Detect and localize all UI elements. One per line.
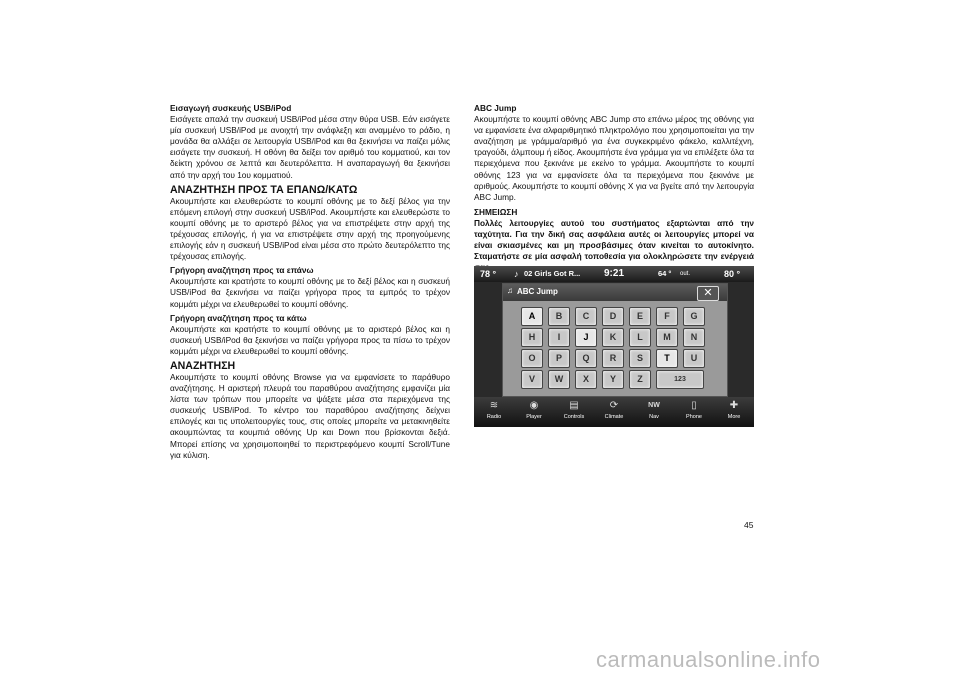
key-t[interactable]: T xyxy=(656,349,678,368)
key-x[interactable]: X xyxy=(575,370,597,389)
fast-up-title: Γρήγορη αναζήτηση προς τα επάνω xyxy=(170,265,314,276)
nav-bar xyxy=(474,397,754,427)
climate-icon: ⟳ xyxy=(609,400,619,411)
close-button[interactable]: ✕ xyxy=(697,286,719,301)
abc-jump-text: Ακουμπήστε το κουμπί οθόνης ABC Jump στο επάνω μέρος της οθόνης για να εμφανίσετε ένα αλφαριθμητικό πληκτρολόγιο που χρησιμοποιείται για την αναζήτηση με γράμμα/αριθμό για ένα συγκεκριμένο φάκελο, καλλιτέχνη, τραγούδι, άλμπουμ ή είδος. Ακουμπήστε ένα γράμμα για να επιλέξετε όλα τα περιεχόμενα που ξεκινάνε με εκείνο το γράμμα. Ακουμπήστε το κουμπί οθόνης 123 για να εμφανίσετε όλα τα περιεχόμενα που ξεκινάνε με αριθμούς. Ακουμπήστε το κουμπί οθόνης X για να βγείτε από την λειτουργία ABC Jump. xyxy=(474,114,754,202)
key-z[interactable]: Z xyxy=(629,370,651,389)
nav-player-label: Player xyxy=(526,414,542,420)
nav-phone-button[interactable] xyxy=(676,399,712,425)
key-123[interactable]: 123 xyxy=(656,370,704,389)
key-a[interactable]: A xyxy=(521,307,543,326)
seek-section-title: ΑΝΑΖΗΤΗΣΗ ΠΡΟΣ ΤΑ ΕΠΑΝΩ/ΚΑΤΩ xyxy=(170,183,358,196)
controls-icon: ▤ xyxy=(569,400,579,411)
key-p[interactable]: P xyxy=(548,349,570,368)
music-note-icon: ♫ xyxy=(507,286,513,295)
key-k[interactable]: K xyxy=(602,328,624,347)
key-l[interactable]: L xyxy=(629,328,651,347)
status-bar xyxy=(474,266,754,282)
key-j[interactable]: J xyxy=(575,328,597,347)
player-icon: ◉ xyxy=(529,400,539,411)
more-icon: ✚ xyxy=(729,400,739,411)
nav-more-button[interactable] xyxy=(716,399,752,425)
key-e[interactable]: E xyxy=(629,307,651,326)
key-h[interactable]: H xyxy=(521,328,543,347)
nav-nav-label: Nav xyxy=(649,414,659,420)
key-m[interactable]: M xyxy=(656,328,678,347)
nav-icon: NW xyxy=(648,402,660,409)
key-d[interactable]: D xyxy=(602,307,624,326)
nav-radio-button[interactable] xyxy=(476,399,512,425)
track-title: 02 Girls Got R... xyxy=(524,269,581,278)
right-column xyxy=(474,103,754,276)
fast-down-title: Γρήγορη αναζήτηση προς τα κάτω xyxy=(170,312,307,323)
key-r[interactable]: R xyxy=(602,349,624,368)
search-section-text: Ακουμπήστε το κουμπί οθόνης Browse για να εμφανίσετε το παράθυρο αναζήτησης. Η αριστερή πλευρά του παραθύρου αναζήτησης εμφανίζει μία λίστα των τρόπων που μπορείτε να ψάξετε μέσα στα περιεχόμενα της συσκευής USB/iPod. Το κέντρο του παραθύρου αναζήτησης δείχνει επιλογές και τις υπολειτουργίες τους, στις οποίες μπορείτε να μετακινηθείτε ακουμπώντας τα κουμπιά οθόνης Up και Down που βρίσκονται δεξιά. Μπορεί επίσης να χρησιμοποιηθεί το περιστρεφόμενο κουμπί Scroll/Tune για κύλιση. xyxy=(170,371,450,460)
passenger-temp: 80 ° xyxy=(724,269,741,279)
radio-screen-image xyxy=(474,266,754,427)
nav-phone-label: Phone xyxy=(686,414,702,420)
note-text: Πολλές λειτουργίες αυτού του συστήματος εξαρτώνται από την ταχύτητα. Για την δική σας ασφάλεια αυτές οι λειτουργίες μπορεί να είναι σκιασμένες και μη προσβάσιμες όταν κινείται το αυτοκίνητο. Σταματήστε σε μία ασφαλή τοποθεσία για ολοκληρώσετε την ενέργειά xyxy=(474,217,754,262)
key-b[interactable]: B xyxy=(548,307,570,326)
key-o[interactable]: O xyxy=(521,349,543,368)
abc-jump-panel xyxy=(502,283,728,397)
clock: 9:21 xyxy=(604,268,625,279)
key-q[interactable]: Q xyxy=(575,349,597,368)
usb-section-title: Εισαγωγή συσκευής USB/iPod xyxy=(170,103,292,113)
left-column xyxy=(170,103,450,464)
nav-climate-label: Climate xyxy=(604,414,624,420)
nav-controls-button[interactable] xyxy=(556,399,592,425)
search-section-title: ΑΝΑΖΗΤΗΣΗ xyxy=(170,359,236,372)
panel-header xyxy=(503,284,727,301)
nav-controls-label: Controls xyxy=(563,414,585,420)
abc-jump-title: ABC Jump xyxy=(474,103,517,113)
outside-label: out. xyxy=(680,271,691,277)
key-y[interactable]: Y xyxy=(602,370,624,389)
key-w[interactable]: W xyxy=(548,370,570,389)
fast-down-text: Ακουμπήστε και κρατήστε το κουμπί οθόνης με το αριστερό βέλος και η συσκευή USB/iPod θα ξεκινήσει να παίζει γρήγορα προς τα πίσω το τρέχον κομμάτι μέχρι να ελευθερωθεί το κουμπί οθόνης. xyxy=(170,323,450,356)
driver-temp: 78 ° xyxy=(480,269,497,279)
outside-temp: 64 ° xyxy=(658,269,672,278)
note-title: ΣΗΜΕΙΩΣΗ xyxy=(474,206,518,217)
key-u[interactable]: U xyxy=(683,349,705,368)
nav-climate-button[interactable] xyxy=(596,399,632,425)
phone-icon: ▯ xyxy=(691,400,697,411)
fast-up-text: Ακουμπήστε και κρατήστε το κουμπί οθόνης με το δεξί βέλος και η συσκευή USB/iPod θα ξεκινήσει να παίζει γρήγορα προς τα εμπρός το τρέχον κομμάτι μέχρι να ελευθερωθεί το κουμπί οθόνης. xyxy=(170,276,450,309)
key-c[interactable]: C xyxy=(575,307,597,326)
key-i[interactable]: I xyxy=(548,328,570,347)
key-n[interactable]: N xyxy=(683,328,705,347)
nav-nav-button[interactable] xyxy=(636,399,672,425)
seek-section-text: Ακουμπήστε και ελευθερώστε το κουμπί οθόνης με το δεξί βέλος για την επόμενη επιλογή στην συσκευή USB/iPod. Ακουμπήστε και ελευθερώστε το κουμπί οθόνης με το αριστερό βέλος για να επιστρέψετε στην αρχή της τρέχουσας επιλογής, ή για να επιστρέψετε στην αρχή της προηγούμενης επιλογής εάν η συσκευή USB/iPod είναι μέσα στο πρώτο δευτερόλεπτο της τρέχουσας επιλογής. xyxy=(170,195,450,262)
usb-section-text: Εισάγετε απαλά την συσκευή USB/iPod μέσα στην θύρα USB. Εάν εισάγετε μία συσκευή USB/iPod με ανοιχτή την ανάφλεξη και αναμμένο το ράδιο, η μονάδα θα αλλάξει σε λειτουργία USB/iPod και θα ξεκινήσει να παίζει μόλις εισάγετε την συσκευή. Η οθόνη θα δείξει τον αριθμό του κομματιού, και τον δείκτη χρόνου σε λεπτά και δευτερόλεπτα. Η αναπαραγωγή θα ξεκινήσει από την αρχή του 1ου κομματιού. xyxy=(170,114,450,180)
radio-tower-icon: ≋ xyxy=(489,400,499,411)
key-g[interactable]: G xyxy=(683,307,705,326)
page-number: 45 xyxy=(744,520,754,530)
nav-radio-label: Radio xyxy=(486,414,502,420)
panel-title: ABC Jump xyxy=(517,287,558,296)
nav-player-button[interactable] xyxy=(516,399,552,425)
key-s[interactable]: S xyxy=(629,349,651,368)
music-note-icon: ♪ xyxy=(514,269,519,279)
key-f[interactable]: F xyxy=(656,307,678,326)
watermark: carmanualsonline.info xyxy=(596,647,821,672)
key-v[interactable]: V xyxy=(521,370,543,389)
nav-more-label: More xyxy=(727,414,741,420)
